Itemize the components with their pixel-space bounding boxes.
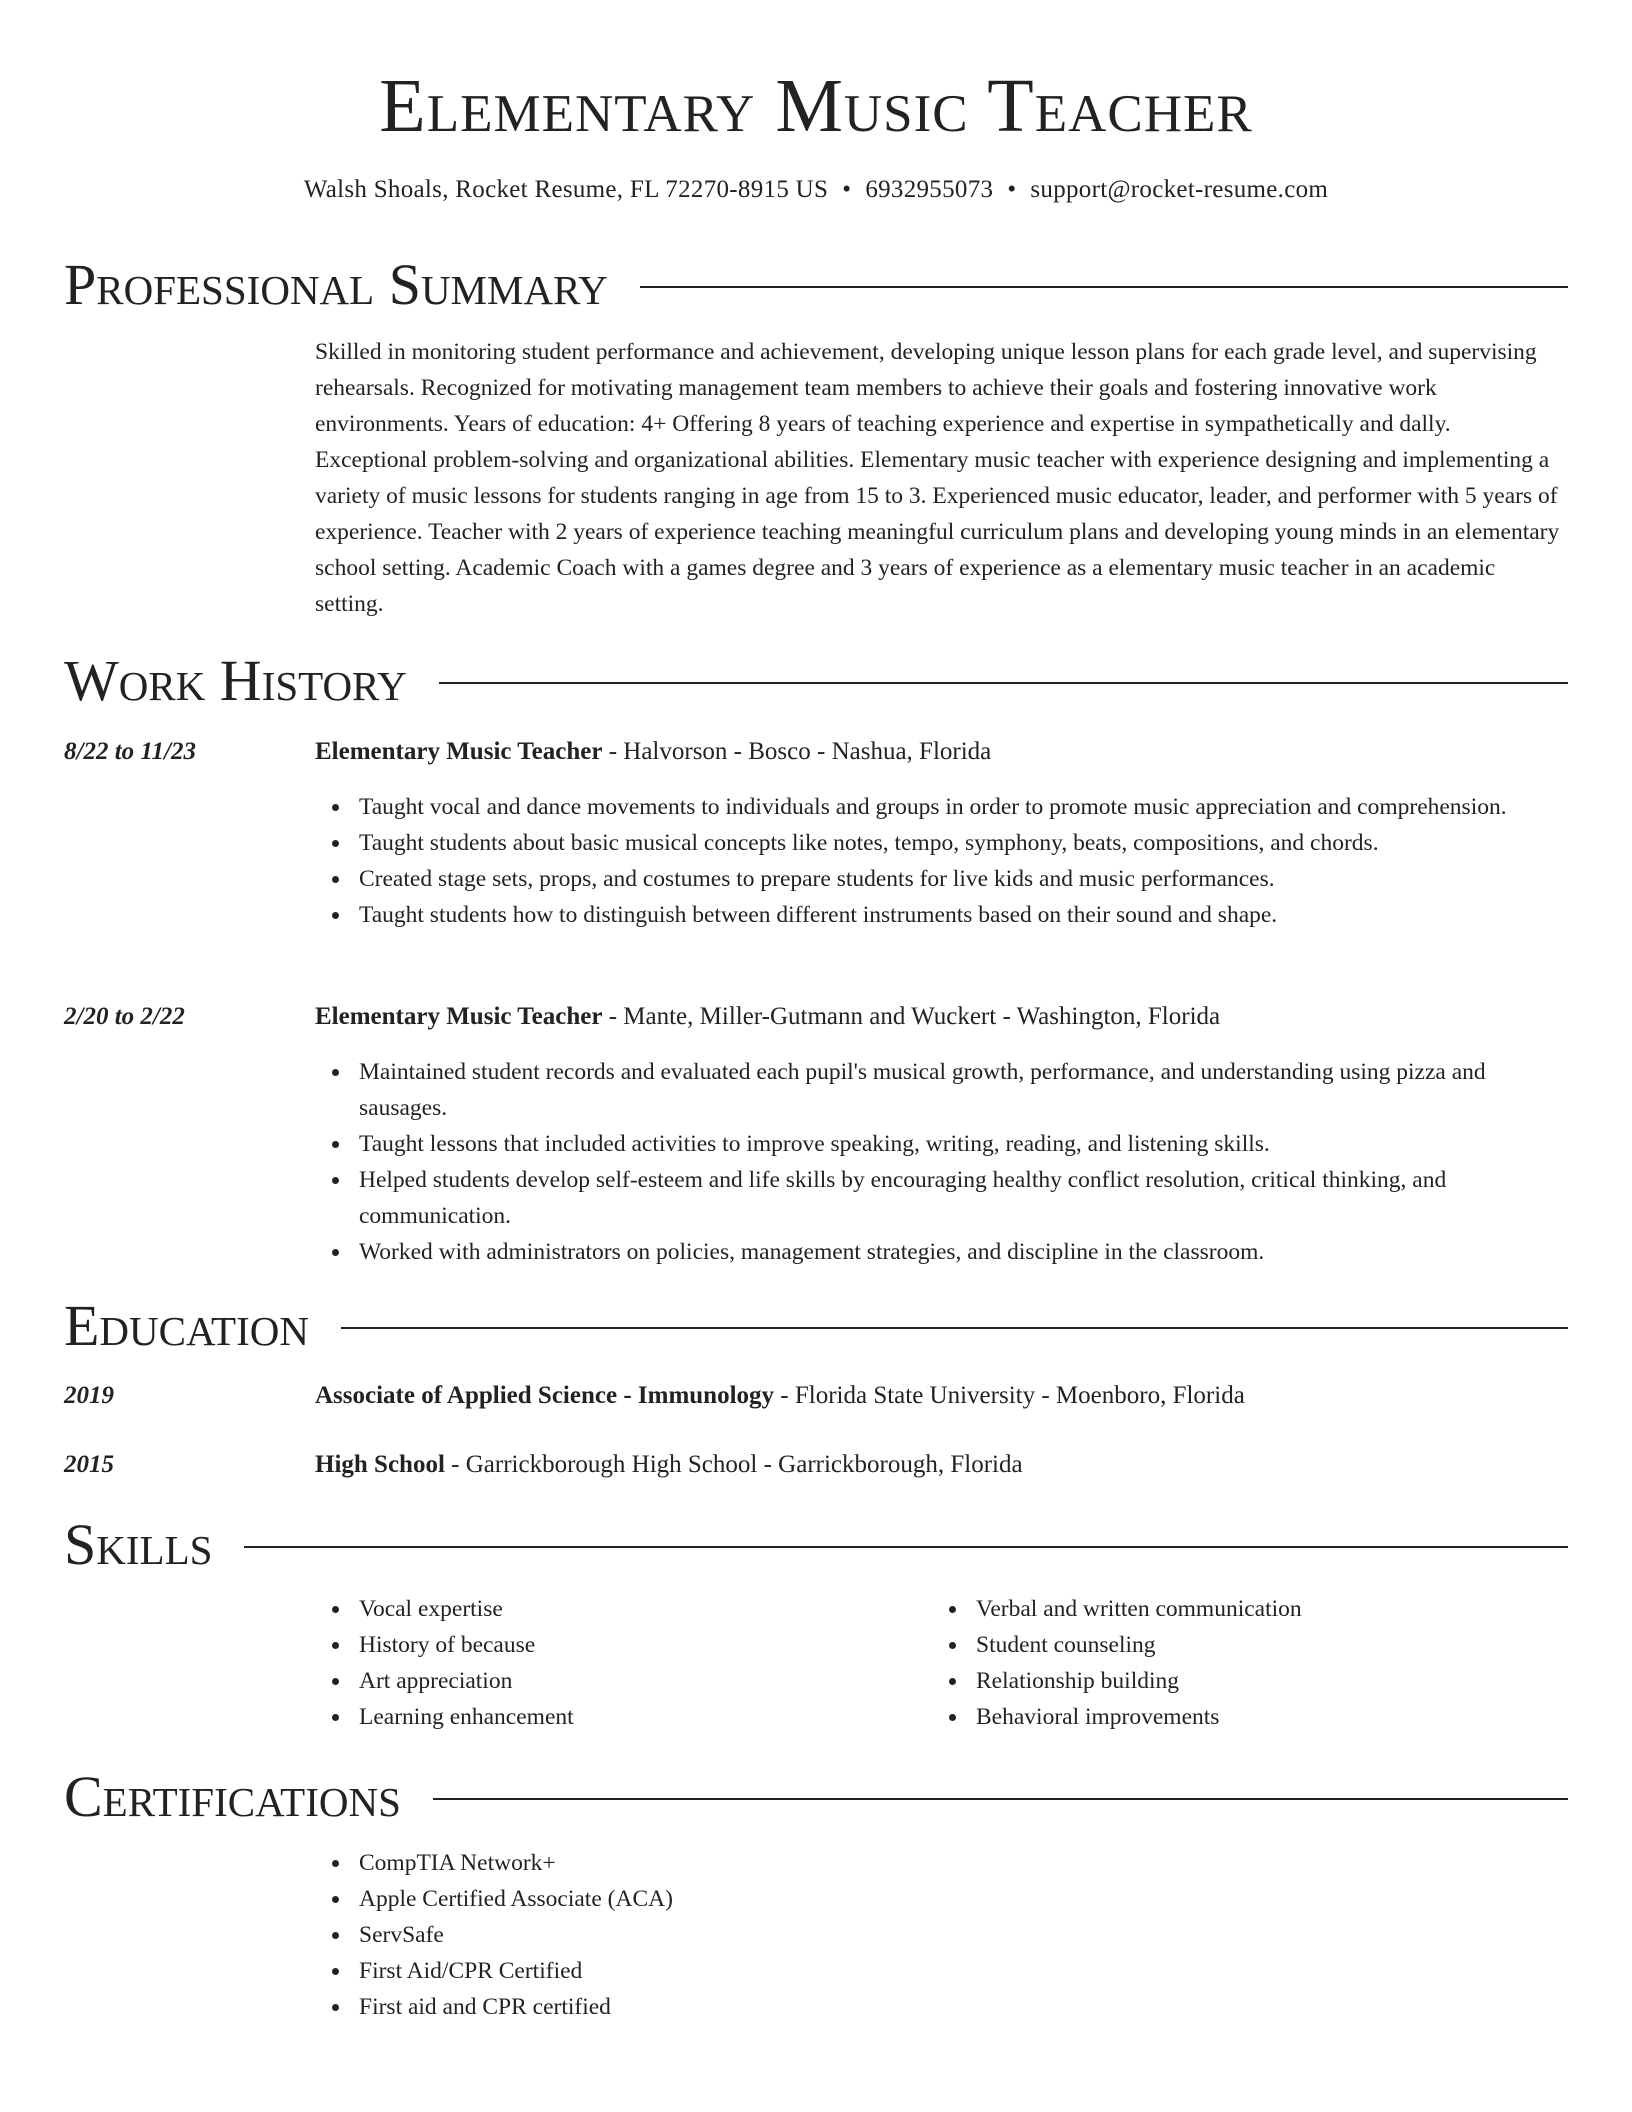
education-school: - Florida State University - Moenboro, Florida [774, 1382, 1245, 1409]
education-line [315, 1447, 1023, 1483]
contact-email[interactable]: support@rocket-resume.com [1030, 176, 1329, 203]
job-dates: 2/20 to 2/22 [64, 1003, 185, 1030]
candidate-name: Elementary Music Teacher [379, 64, 1253, 148]
list-item: Helped students develop self-esteem and life skills by encouraging healthy conflict resolution, critical thinking, and communication. [359, 1162, 1568, 1234]
education-school: - Garrickborough High School - Garrickborough, Florida [444, 1451, 1023, 1478]
work-heading: Work History [64, 648, 407, 713]
certifications-section-header [64, 1762, 1568, 1832]
list-item: ServSafe [359, 1917, 1568, 1953]
education-degree: Associate of Applied Science - Immunology [315, 1382, 775, 1409]
list-item: Learning enhancement [359, 1699, 935, 1735]
list-item: Vocal expertise [359, 1591, 935, 1627]
education-heading: Education [64, 1293, 309, 1358]
list-item: Verbal and written communication [976, 1591, 1568, 1627]
education-section-header [64, 1291, 1568, 1361]
list-item: Created stage sets, props, and costumes to prepare students for live kids and music performances. [359, 861, 1568, 897]
list-item: CompTIA Network+ [359, 1845, 1568, 1881]
certifications-list [315, 1845, 1568, 2025]
list-item: Relationship building [976, 1663, 1568, 1699]
education-year: 2019 [64, 1382, 114, 1409]
list-item: Art appreciation [359, 1663, 935, 1699]
education-year: 2015 [64, 1451, 114, 1478]
contact-separator: • [842, 176, 852, 203]
job-title-line [315, 734, 991, 770]
summary-text: Skilled in monitoring student performance and achievement, developing unique lesson plans for each grade level, and supervising rehearsals. Recognized for motivating management team members to achieve their goals and fostering innovative work environments. Years of education: 4+ Offering 8 years of teaching experience and expertise in sympathetically and dally. Exceptional problem-solving and organizational abilities. Elementary music teacher with experience designing and implementing a variety of music lessons for students ranging in age from 15 to 3. Experienced music educator, leader, and performer with 5 years of experience. Teacher with 2 years of experience teaching meaningful curriculum plans and developing young minds in an elementary school setting. Academic Coach with a games degree and 3 years of experience as a elementary music teacher in an academic setting. [315, 339, 1560, 617]
section-divider [640, 286, 1568, 288]
list-item: Taught students how to distinguish between different instruments based on their sound and shape. [359, 897, 1568, 933]
section-divider [439, 682, 1568, 684]
skills-list-right [932, 1591, 1568, 1735]
job-bullets [315, 1054, 1568, 1270]
section-divider [244, 1546, 1568, 1548]
list-item: Taught students about basic musical concepts like notes, tempo, symphony, beats, compositions, and chords. [359, 825, 1568, 861]
skills-list-left [315, 1591, 935, 1735]
list-item: Worked with administrators on policies, management strategies, and discipline in the classroom. [359, 1234, 1568, 1270]
job-employer: - Mante, Miller-Gutmann and Wuckert - Washington, Florida [602, 1003, 1221, 1030]
education-degree: High School [315, 1451, 445, 1478]
job-title-line [315, 999, 1220, 1035]
skills-heading: Skills [64, 1512, 213, 1577]
education-line [315, 1378, 1245, 1414]
work-section-header [64, 646, 1568, 716]
summary-heading: Professional Summary [64, 252, 608, 317]
contact-line [64, 172, 1568, 208]
contact-separator: • [1007, 176, 1017, 203]
section-divider [341, 1327, 1568, 1329]
list-item: Maintained student records and evaluated each pupil's musical growth, performance, and understanding using pizza and sausages. [359, 1054, 1568, 1126]
contact-phone[interactable]: 6932955073 [865, 176, 994, 203]
section-divider [433, 1798, 1568, 1800]
job-employer: - Halvorson - Bosco - Nashua, Florida [602, 738, 992, 765]
list-item: First Aid/CPR Certified [359, 1953, 1568, 1989]
summary-section-header [64, 250, 1568, 320]
list-item: First aid and CPR certified [359, 1989, 1568, 2025]
list-item: Apple Certified Associate (ACA) [359, 1881, 1568, 1917]
contact-address: Walsh Shoals, Rocket Resume, FL 72270-8915 US [303, 176, 829, 203]
list-item: Taught vocal and dance movements to individuals and groups in order to promote music appreciation and comprehension. [359, 789, 1568, 825]
job-bullets [315, 789, 1568, 933]
job-title: Elementary Music Teacher [315, 738, 603, 765]
skills-section-header [64, 1510, 1568, 1580]
list-item: History of because [359, 1627, 935, 1663]
certifications-heading: Certifications [64, 1764, 401, 1829]
list-item: Behavioral improvements [976, 1699, 1568, 1735]
job-title: Elementary Music Teacher [315, 1003, 603, 1030]
job-dates: 8/22 to 11/23 [64, 738, 196, 765]
list-item: Student counseling [976, 1627, 1568, 1663]
list-item: Taught lessons that included activities to improve speaking, writing, reading, and listening skills. [359, 1126, 1568, 1162]
